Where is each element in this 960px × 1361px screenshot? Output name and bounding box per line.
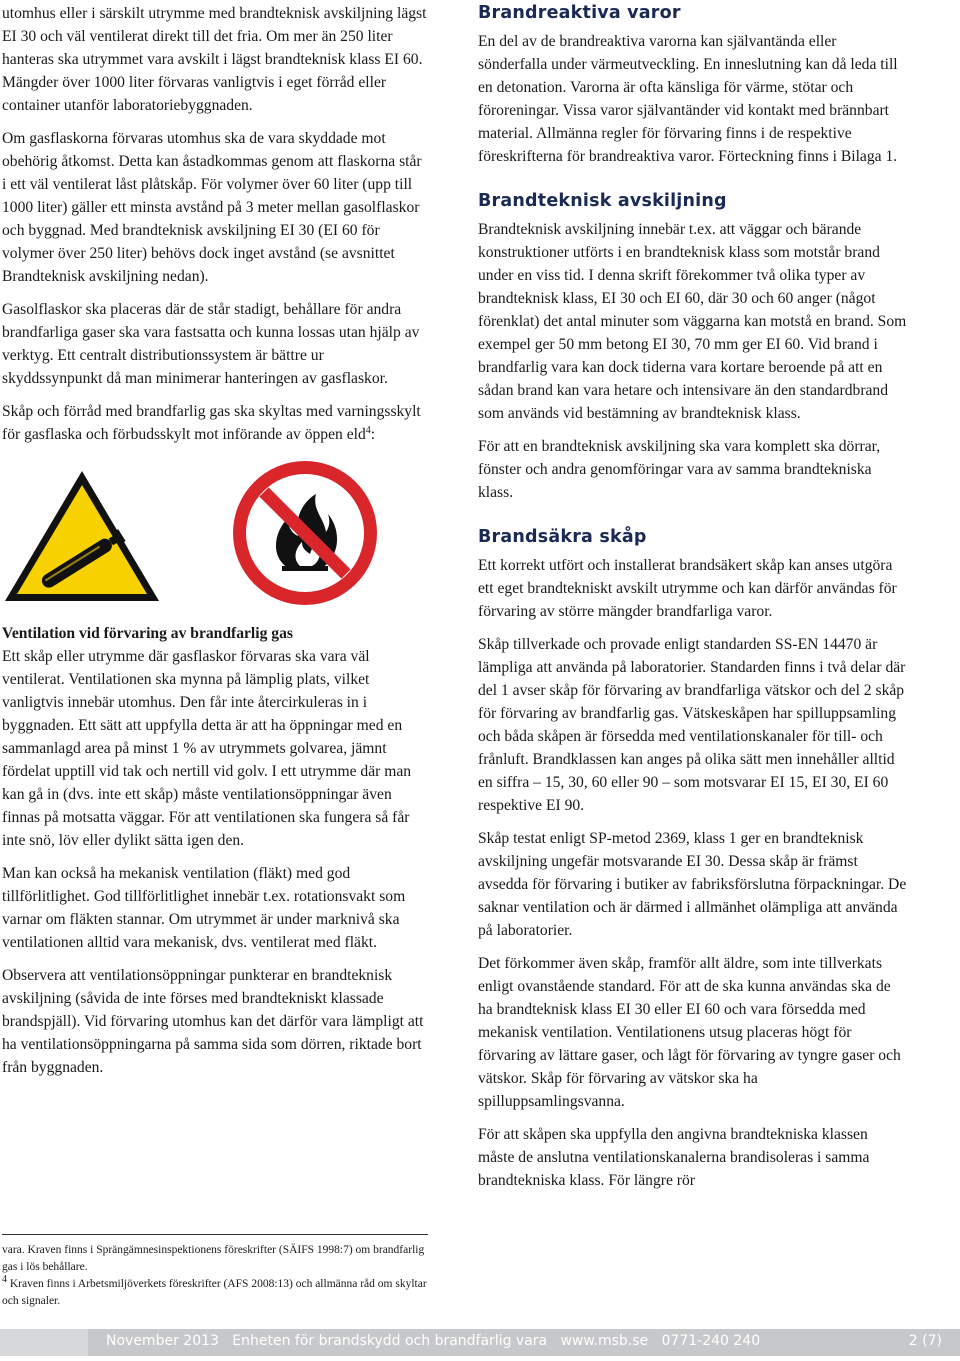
paragraph-outdoor-storage: Om gasflaskorna förvaras utomhus ska de vara skyddade mot obehörig åtkomst. Detta kan åstadkommas genom att flaskorna står i ett väl ventilerat låst plåtskåp. För volymer över 60 liter (upp till 1000 liter) gäller ett minsta avstånd på 3 meter mellan gasolflaskor och byggnad. Med brandteknisk avskiljning EI 30 (EI 60 för volymer över 250 liter) behövs dock inget avstånd (se avsnittet Brandteknisk avskiljning nedan). xyxy=(2,130,422,285)
paragraph-cylinder-placement: Gasolflaskor ska placeras där de står stadigt, behållare för andra brandfarliga gaser ska vara fastsatta och kunna lossas utan hjälp av verktyg. Ett centralt distributionssystem är bättre ur skyddssynpunkt då man minimerar hanteringen av gasflaskor. xyxy=(2,301,420,387)
paragraph-skap-5: För att skåpen ska uppfylla den angivna brandtekniska klassen måste de anslutna ventilationskanalerna brandisoleras i samma brandtekniska klass. För längre rör xyxy=(478,1126,870,1189)
footnote-4: $^4$ Kraven finns i Arbetsmiljöverkets föreskrifter (AFS 2008:13) och allmänna råd om skyltar och signaler. xyxy=(2,1274,427,1307)
no-open-flame-icon xyxy=(230,458,380,608)
heading-brandteknisk-avskiljning: Brandteknisk avskiljning xyxy=(478,191,727,211)
heading-ventilation: Ventilation vid förvaring av brandfarlig gas xyxy=(2,625,293,642)
paragraph-skap-2: Skåp tillverkade och provade enligt standarden SS-EN 14470 är lämpliga att använda på laboratorier. Standarden finns i två delar där del 1 avser skåp för förvaring av brandfarliga vätskor och del 2 skåp för förvaring av brandfarlig gas. Vätskeskåpen har spilluppsamling och båda skåpen är försedda med ventilationskanaler för till- och frånluft. Brandklassen kan anges på olika sätt men innehåller alltid en siffra – 15, 30, 60 eller 90 – som motsvarar EI 15, EI 30, EI 60 respektive EI 90. xyxy=(478,636,906,814)
page-footer xyxy=(0,1329,960,1356)
footnote-continued: vara. Kraven finns i Sprängämnesinspektionens föreskrifter (SÄIFS 1998:7) om brandfarlig gas i lös behållare. xyxy=(2,1244,425,1273)
paragraph-signage: Skåp och förråd med brandfarlig gas ska skyltas med varningsskylt för gasflaska och förbudsskylt mot införande av öppen eld$^4$: xyxy=(2,403,421,443)
footnote-ref: 4 xyxy=(365,424,371,436)
paragraph-brandreaktiva: En del av de brandreaktiva varorna kan självantända eller sönderfalla under värmeutveckling. En inneslutning kan då leda till en detonation. Varorna är ofta känsliga för värme, stötar och föroreningar. Vissa varor självantänder vid kontakt med brännbart material. Allmänna regler för förvaring finns i de respektive föreskrifterna för brandreaktiva varor. Förteckning finns i Bilaga 1. xyxy=(478,33,898,165)
heading-brandreaktiva: Brandreaktiva varor xyxy=(478,3,681,23)
left-column xyxy=(2,2,428,1089)
paragraph-storage-volumes: utomhus eller i särskilt utrymme med brandteknisk avskiljning lägst EI 30 och väl ventilerat direkt till det fria. Om mer än 250 liter hanteras ska utrymmet vara avskilt i lägst brandteknisk klass EI 60. Mängder över 1000 liter förvaras vanligtvis i eget förråd eller container utanför laboratoriebyggnaden. xyxy=(2,5,427,114)
paragraph-skap-4: Det förkommer även skåp, framför allt äldre, som inte tillverkats enligt ovanstående standard. För att de ska kunna användas ska de ha brandteknisk klass EI 30 eller EI 60 och vara försedda med mekanisk ventilation. Ventilationens utsug placeras högt för förvaring av lättare gaser, och lågt för förvaring av tyngre gaser och vätskor. Skåp för förvaring av vätskor ska ha spilluppsamlingsvanna. xyxy=(478,955,901,1110)
paragraph-mechanical-ventilation: Man kan också ha mekanisk ventilation (fläkt) med god tillförlitlighet. God tillförlitlighet innebär t.ex. rotationsvakt som varnar om fläkten stannar. Om utrymmet är under marknivå ska ventilationen alltid vara mekanisk, dvs. ventilerat med fläkt. xyxy=(2,865,406,951)
footnotes xyxy=(2,1242,432,1310)
heading-brandsakra-skap: Brandsäkra skåp xyxy=(478,527,647,547)
footnote-divider xyxy=(2,1234,428,1235)
paragraph-skap-3: Skåp testat enligt SP-metod 2369, klass 1 ger en brandteknisk avskiljning ungefär motsvarande EI 30. Dessa skåp är främst avsedda för förvaring i butiker av fabriksförslutna förpackningar. De saknar ventilation och är därmed i allmänhet olämpliga att använda på laboratorier. xyxy=(478,830,907,939)
paragraph-avskiljning-2: För att en brandteknisk avskiljning ska vara komplett ska dörrar, fönster och andra genomföringar vara av samma brandtekniska klass. xyxy=(478,438,881,501)
paragraph-skap-1: Ett korrekt utfört och installerat brandsäkert skåp kan anses utgöra ett eget brandtekniskt avskilt utrymme och kan därför användas för förvaring av större mängder brandfarliga varor. xyxy=(478,557,897,620)
paragraph-ventilation: Ett skåp eller utrymme där gasflaskor förvaras ska vara väl ventilerat. Ventilationen ska mynna på lämplig plats, vilket vanligtvis innebär utomhus. Den får inte återcirkuleras in i byggnaden. Ett sätt att uppfylla detta är att ha öppningar med en sammanlagd area på minst 1 % av utrymmets golvarea, jämnt fördelat upptill vid tak och nertill vid golv. I ett utrymme där man kan gå in (dvs. inte ett skåp) måste ventilationsöppningar även finnas på motsatta väggar. För att ventilationen ska fungera så får inte snö, löv eller dylikt sätta igen den. xyxy=(2,648,412,849)
footer-accent xyxy=(0,1329,88,1356)
footer-text: November 2013 Enheten för brandskydd och brandfarlig vara www.msb.se 0771-240 240 xyxy=(106,1333,761,1349)
right-column xyxy=(478,2,908,1202)
paragraph-ventilation-openings: Observera att ventilationsöppningar punkterar en brandteknisk avskiljning (såvida de inte förses med brandtekniskt klassade brandspjäll). Vid förvaring utomhus kan det därför vara lämpligt att ha ventilationsöppningarna på samma sida som dörren, riktade bort från byggnaden. xyxy=(2,967,424,1076)
paragraph-avskiljning-1: Brandteknisk avskiljning innebär t.ex. att väggar och bärande konstruktioner utförts i en brandteknisk klass som motstår brand under en viss tid. I denna skrift förekommer två olika typer av brandteknisk klass, EI 30 och EI 60, där 30 och 60 anger (något förenklat) det antal minuter som väggarna kan motstå en brand. Som exempel ger 50 mm betong EI 30, 70 mm ger EI 60. Vid brand i brandfarlig vara kan dock tiderna vara kortare beroende på att en sådan brand kan vara hetare och intensivare än den standardbrand som används vid bestämning av brandteknisk klass. xyxy=(478,221,907,422)
gas-cylinder-warning-icon xyxy=(2,468,162,604)
sign-images xyxy=(2,458,428,608)
page-number: 2 (7) xyxy=(908,1333,942,1349)
